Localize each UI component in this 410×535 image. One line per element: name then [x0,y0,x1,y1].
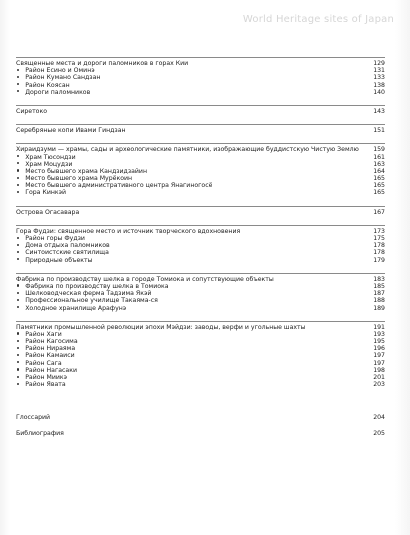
bullet-icon [17,292,19,294]
entry-title-text: Район Нираяма [25,345,76,353]
entry-title [16,331,62,338]
entry-title [16,189,66,196]
toc-subentry[interactable] [16,297,385,304]
entry-title [16,324,306,331]
toc-subentry[interactable] [16,189,385,196]
bullet-icon [17,306,19,308]
entry-title-text: Район Хаги [25,330,62,338]
toc-subentry[interactable] [16,67,385,74]
toc-subentry[interactable] [16,154,385,161]
entry-title [16,305,126,312]
entry-title [16,89,90,96]
entry-title-text: Хираидзуми — храмы, сады и археологические памятники, изображающие буддистскую Чистую Землю [16,146,359,154]
entry-title-text: Храм Тюсондзи [25,153,76,161]
toc-entry[interactable] [16,430,385,437]
toc-section [16,274,385,315]
entry-page-number: 151 [373,127,385,135]
entry-page-number: 159 [373,146,385,154]
entry-title [16,360,62,367]
entry-page-number: 191 [373,323,385,331]
entry-title-text: Храм Моцудзи [25,160,73,168]
entry-title-text: Район Явата [25,381,66,389]
entry-title-text: Священные места и дороги паломников в горах Кии [16,60,189,67]
entry-title [16,345,75,352]
bullet-icon [17,368,19,370]
entry-title-text: Район Ёсино и Оминэ [25,67,95,75]
bullet-icon [17,284,19,286]
entry-page-number: 133 [373,74,385,82]
entry-page-number: 165 [373,182,385,190]
toc-subentry[interactable] [16,305,385,312]
entry-title-text: Место бывшего храма Мурёкоин [25,175,133,183]
entry-page-number: 163 [373,160,385,168]
entry-page-number: 164 [373,167,385,175]
entry-title-text: Шелководческая ферма Тадзима Якэй [25,290,152,298]
toc-entry[interactable] [16,324,385,331]
entry-page-number: 173 [373,227,385,235]
bullet-icon [17,361,19,363]
toc-subentry[interactable] [16,74,385,81]
entry-title-text: Острова Огасавара [16,208,80,216]
entry-title-text: Район горы Фудзи [25,235,85,242]
table-of-contents [16,57,385,437]
entry-page-number: 165 [373,175,385,183]
bullet-icon [17,177,19,179]
toc-subentry[interactable] [16,242,385,249]
entry-page-number: 178 [373,249,385,257]
entry-title [16,430,64,437]
toc-section [16,144,385,199]
toc-entry[interactable] [16,276,385,283]
entry-title [16,108,47,115]
toc-subentry[interactable] [16,360,385,367]
toc-section [16,207,385,219]
entry-title [16,168,147,175]
entry-page-number: 197 [373,352,385,360]
entry-page-number: 143 [373,107,385,115]
toc-subentry[interactable] [16,290,385,297]
entry-page-number: 187 [373,290,385,298]
toc-subentry[interactable] [16,89,385,96]
appendix-gap [16,422,385,430]
entry-title-text: Памятники промышленной революции эпохи Мэйдзи: заводы, верфи и угольные шахты [16,323,306,331]
toc-entry[interactable] [16,127,385,134]
entry-title [16,146,359,153]
bullet-icon [17,184,19,186]
entry-title [16,67,95,74]
bullet-icon [17,376,19,378]
bullet-icon [17,340,19,342]
entry-page-number: 183 [373,275,385,283]
entry-title [16,60,188,67]
entry-title-text: Место бывшего административного центра Янагиногосё [25,182,213,190]
entry-title [16,209,79,216]
bullet-icon [17,383,19,385]
toc-subentry[interactable] [16,345,385,352]
bullet-icon [17,169,19,171]
entry-title-text: Дороги паломников [25,88,91,96]
toc-subentry[interactable] [16,168,385,175]
entry-page-number: 198 [373,366,385,374]
entry-title-text: Библиография [16,429,64,437]
toc-subentry[interactable] [16,182,385,189]
entry-title [16,381,66,388]
bullet-icon [17,90,19,92]
entry-page-number: 140 [373,88,385,96]
toc-subentry[interactable] [16,257,385,264]
toc-section [16,322,385,392]
entry-page-number: 167 [373,208,385,216]
entry-title-text: Район Коясан [25,81,70,89]
bullet-icon [17,332,19,334]
entry-page-number: 195 [373,338,385,346]
toc-section [16,226,385,267]
entry-page-number: 204 [373,414,385,422]
entry-title [16,74,100,81]
entry-title [16,242,110,249]
toc-entry[interactable] [16,108,385,115]
entry-title [16,367,77,374]
entry-title [16,297,158,304]
bullet-icon [17,347,19,349]
toc-subentry[interactable] [16,249,385,256]
toc-section [16,106,385,118]
toc-subentry[interactable] [16,161,385,168]
entry-title [16,175,132,182]
bullet-icon [17,191,19,193]
toc-subentry[interactable] [16,338,385,345]
toc-subentry[interactable] [16,352,385,359]
toc-subentry[interactable] [16,235,385,242]
entry-title-text: Серебряные копи Ивами Гиндзан [16,127,126,135]
entry-title-text: Гора Кинкэй [25,189,67,197]
bullet-icon [17,237,19,239]
entry-title-text: Фабрика по производству шелка в городе Томиока и сопутствующие объекты [16,275,274,283]
entry-page-number: 193 [373,330,385,338]
toc-entry[interactable] [16,209,385,216]
toc-entry[interactable] [16,228,385,235]
bullet-icon [17,69,19,71]
entry-title-text: Район Сага [25,359,62,367]
toc-subentry[interactable] [16,367,385,374]
page-header: World Heritage sites of Japan [242,14,394,25]
entry-page-number: 129 [373,60,385,67]
entry-title [16,290,151,297]
bullet-icon [17,162,19,164]
entry-page-number: 161 [373,153,385,161]
bullet-icon [17,258,19,260]
entry-title-text: Холодное хранилище Арафунэ [25,304,127,312]
entry-title [16,127,126,134]
entry-title-text: Район Камаиси [25,352,75,360]
entry-page-number: 203 [373,381,385,389]
bullet-icon [17,83,19,85]
entry-title [16,257,93,264]
entry-page-number: 188 [373,297,385,305]
entry-title-text: Синтоистские святилища [25,249,109,257]
toc-entry[interactable] [16,146,385,153]
entry-title [16,249,109,256]
toc-subentry[interactable] [16,175,385,182]
entry-title-text: Фабрика по производству шелка в Томиока [25,282,169,290]
entry-page-number: 197 [373,359,385,367]
entry-title-text: Район Кумано Сандзан [25,74,101,82]
toc-section [16,125,385,137]
entry-page-number: 189 [373,304,385,312]
entry-title [16,374,67,381]
toc-subentry[interactable] [16,283,385,290]
bullet-icon [17,299,19,301]
entry-title-text: Район Кагосима [25,338,78,346]
entry-page-number: 138 [373,81,385,89]
bullet-icon [17,251,19,253]
entry-page-number: 165 [373,189,385,197]
entry-title [16,283,169,290]
entry-title [16,82,70,89]
bullet-icon [17,76,19,78]
entry-title [16,161,72,168]
entry-title-text: Природные объекты [25,256,93,264]
entry-page-number: 196 [373,345,385,353]
entry-title-text: Профессиональное училище Такаяма-ся [25,297,158,305]
entry-title [16,228,240,235]
entry-title [16,235,85,242]
entry-title [16,338,78,345]
toc-entry[interactable] [16,60,385,67]
entry-title [16,154,76,161]
entry-page-number: 175 [373,235,385,242]
entry-title-text: Дома отдыха паломников [25,242,110,250]
entry-title-text: Гора Фудзи: священное место и источник творческого вдохновения [16,227,241,235]
entry-title-text: Место бывшего храма Кандзидзайин [25,167,147,175]
entry-page-number: 131 [373,67,385,75]
toc-subentry[interactable] [16,381,385,388]
entry-title [16,276,274,283]
toc-subentry[interactable] [16,331,385,338]
toc-entry[interactable] [16,414,385,421]
entry-title [16,182,212,189]
entry-title-text: Район Миикэ [25,374,68,381]
bullet-icon [17,354,19,356]
entry-page-number: 179 [373,256,385,264]
bullet-icon [17,155,19,157]
toc-subentry[interactable] [16,374,385,381]
appendix-gap [16,397,385,414]
toc-subentry[interactable] [16,82,385,89]
entry-title-text: Глоссарий [16,414,51,422]
entry-title [16,352,75,359]
entry-page-number: 205 [373,429,385,437]
entry-title-text: Район Нагасаки [25,366,77,374]
entry-page-number: 178 [373,242,385,250]
bullet-icon [17,244,19,246]
entry-page-number: 185 [373,282,385,290]
entry-title-text: Сиретоко [16,107,47,115]
entry-page-number: 201 [373,374,385,381]
entry-title [16,414,50,421]
toc-section [16,58,385,99]
